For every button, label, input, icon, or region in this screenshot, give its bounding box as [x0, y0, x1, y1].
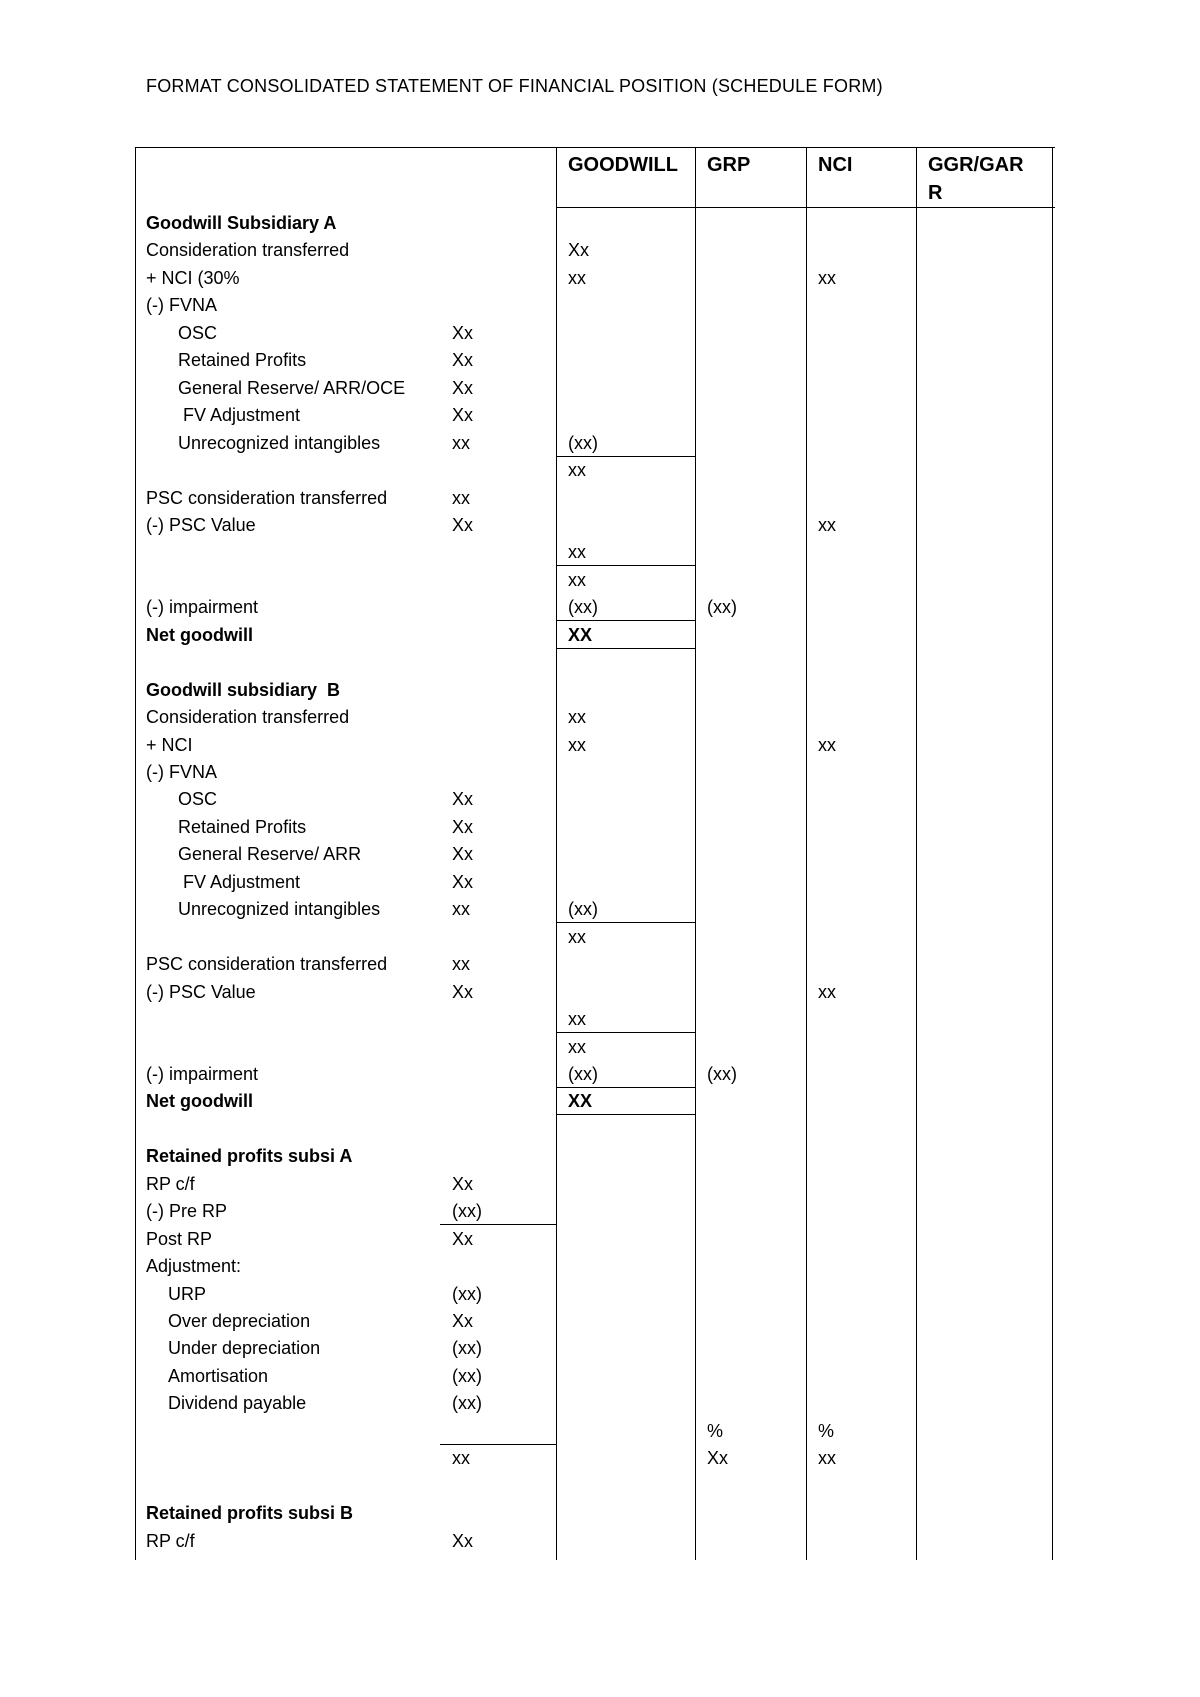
subtotal-cell: Xx	[452, 981, 474, 1002]
goodwill-cell: xx	[568, 569, 586, 590]
row-label: Retained Profits	[178, 350, 307, 371]
subtotal-cell: xx	[452, 487, 470, 508]
row-label: OSC	[178, 322, 218, 343]
subtotal-cell: Xx	[452, 350, 474, 371]
document-title: FORMAT CONSOLIDATED STATEMENT OF FINANCIAL POSITION (SCHEDULE FORM)	[146, 76, 883, 96]
subtotal-underline	[440, 1444, 556, 1445]
row-label: Unrecognized intangibles	[178, 432, 381, 453]
row-label: URP	[168, 1283, 207, 1304]
row-label: Post RP	[146, 1228, 213, 1249]
subtotal-cell: xx	[452, 954, 470, 975]
goodwill-cell: (xx)	[568, 432, 598, 453]
ggr-column-border	[916, 147, 917, 1560]
subtotal-cell: Xx	[452, 789, 474, 810]
header-goodwill: GOODWILL	[568, 154, 678, 176]
subtotal-cell: (xx)	[452, 1338, 482, 1359]
goodwill-cell: xx	[568, 1036, 586, 1057]
subtotal-cell: Xx	[452, 377, 474, 398]
nci-cell: xx	[818, 734, 836, 755]
row-label: (-) FVNA	[146, 295, 217, 316]
grp-cell: %	[707, 1420, 724, 1441]
row-label: Consideration transferred	[146, 707, 350, 728]
row-label: Net goodwill	[146, 1091, 253, 1112]
goodwill-underline	[556, 1087, 695, 1088]
goodwill-underline	[556, 456, 695, 457]
row-label: (-) PSC Value	[146, 981, 256, 1002]
row-label: FV Adjustment	[178, 405, 301, 426]
header-nci: NCI	[818, 154, 853, 176]
subtotal-cell: xx	[452, 899, 470, 920]
row-label: Dividend payable	[168, 1393, 307, 1414]
subtotal-cell: Xx	[452, 405, 474, 426]
grp-column-border	[695, 147, 696, 1560]
row-label: (-) FVNA	[146, 762, 217, 782]
row-label: Retained Profits	[178, 816, 307, 837]
row-label: + NCI (30%	[146, 267, 240, 288]
goodwill-cell: (xx)	[568, 1063, 598, 1084]
goodwill-cell: XX	[568, 1091, 593, 1112]
header-ggr: GGR/GAR R	[928, 154, 1024, 204]
subtotal-cell: (xx)	[452, 1393, 482, 1414]
nci-cell: xx	[818, 981, 836, 1002]
subtotal-cell: Xx	[452, 816, 474, 837]
right-border	[1052, 147, 1053, 1560]
table-top-border	[135, 147, 1055, 148]
row-label: Retained profits subsi B	[146, 1503, 354, 1524]
goodwill-cell: (xx)	[568, 597, 598, 618]
subtotal-cell: Xx	[452, 844, 474, 865]
goodwill-cell: xx	[568, 707, 586, 728]
subtotal-cell: Xx	[452, 322, 474, 343]
row-label: General Reserve/ ARR/OCE	[178, 377, 406, 398]
header-grp: GRP	[707, 154, 751, 176]
goodwill-underline	[556, 565, 695, 566]
left-border	[135, 147, 136, 1560]
row-label: Retained profits subsi A	[146, 1146, 353, 1167]
goodwill-cell: xx	[568, 734, 586, 755]
row-label: Under depreciation	[168, 1338, 321, 1359]
subtotal-cell: Xx	[452, 1173, 474, 1194]
subtotal-cell: Xx	[452, 1530, 474, 1551]
row-label: (-) impairment	[146, 1063, 259, 1084]
grp-cell: Xx	[707, 1448, 729, 1469]
subtotal-cell: (xx)	[452, 1283, 482, 1304]
subtotal-cell: Xx	[452, 1228, 474, 1249]
subtotal-underline	[440, 1224, 556, 1225]
grp-cell: (xx)	[707, 1063, 737, 1084]
row-label: Goodwill Subsidiary A	[146, 213, 337, 233]
row-label: Adjustment:	[146, 1256, 242, 1277]
row-label: FV Adjustment	[178, 871, 301, 892]
row-label: (-) impairment	[146, 597, 259, 618]
row-label: OSC	[178, 789, 218, 810]
subtotal-cell: (xx)	[452, 1201, 482, 1222]
nci-cell: %	[818, 1420, 835, 1441]
goodwill-cell: xx	[568, 926, 586, 947]
subtotal-cell: xx	[452, 432, 470, 453]
goodwill-cell: xx	[568, 267, 586, 288]
row-label: (-) Pre RP	[146, 1201, 227, 1222]
nci-cell: xx	[818, 1448, 836, 1469]
row-label: Net goodwill	[146, 624, 253, 645]
goodwill-cell: xx	[568, 1009, 586, 1030]
goodwill-cell: xx	[568, 542, 586, 563]
row-label: RP c/f	[146, 1530, 195, 1551]
subtotal-cell: xx	[452, 1448, 470, 1469]
goodwill-underline	[556, 1032, 695, 1033]
goodwill-underline	[556, 922, 695, 923]
row-label: Goodwill subsidiary B	[146, 679, 341, 700]
subtotal-cell: (xx)	[452, 1365, 482, 1386]
row-label: RP c/f	[146, 1173, 195, 1194]
row-label: (-) PSC Value	[146, 514, 256, 535]
row-label: Over depreciation	[168, 1311, 311, 1331]
goodwill-cell: xx	[568, 460, 586, 481]
row-label: Consideration transferred	[146, 240, 350, 261]
row-label: + NCI	[146, 734, 193, 755]
goodwill-column-border	[556, 147, 557, 1560]
nci-cell: xx	[818, 514, 836, 535]
subtotal-cell: Xx	[452, 1311, 474, 1331]
row-label: Unrecognized intangibles	[178, 899, 381, 920]
goodwill-cell: (xx)	[568, 899, 598, 920]
row-label: PSC consideration transferred	[146, 487, 388, 508]
row-label: General Reserve/ ARR	[178, 844, 362, 865]
goodwill-underline	[556, 1114, 695, 1115]
row-label: PSC consideration transferred	[146, 954, 388, 975]
nci-cell: xx	[818, 267, 836, 288]
row-label: Amortisation	[168, 1365, 269, 1386]
goodwill-underline	[556, 648, 695, 649]
goodwill-cell: XX	[568, 624, 593, 645]
goodwill-underline	[556, 620, 695, 621]
goodwill-cell: Xx	[568, 240, 590, 261]
grp-cell: (xx)	[707, 597, 737, 618]
subtotal-cell: Xx	[452, 514, 474, 535]
subtotal-cell: Xx	[452, 871, 474, 892]
nci-column-border	[806, 147, 807, 1560]
